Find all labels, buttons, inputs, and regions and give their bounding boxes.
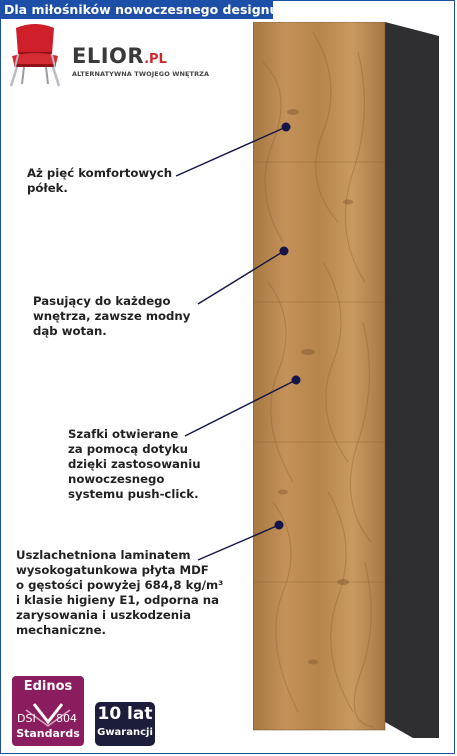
callout-line: mechaniczne. <box>16 623 106 637</box>
cabinet-drawing <box>253 22 439 738</box>
warranty-label: Gwarancji <box>97 727 153 738</box>
chair-icon <box>6 22 64 88</box>
brand-text: ELIOR <box>72 44 145 68</box>
callout-mdf <box>16 548 223 638</box>
edinos-title: Edinos <box>23 679 73 694</box>
edinos-dsi: DSI <box>17 712 36 725</box>
callout-oak <box>33 294 190 339</box>
edinos-number: 804 <box>56 712 77 725</box>
callout-line: systemu push-click. <box>68 487 199 501</box>
warranty-years: 10 lat <box>97 704 153 724</box>
callout-line: Aż pięć komfortowych <box>27 166 173 180</box>
elior-logo[interactable] <box>6 22 210 88</box>
top-banner: Dla miłośników nowoczesnego designu! <box>0 0 273 19</box>
callout-line: Pasujący do każdego <box>33 294 171 308</box>
cabinet-image <box>253 22 439 738</box>
warranty-badge <box>95 702 155 746</box>
edinos-standards: Standards <box>16 727 80 740</box>
callout-line: o gęstości powyżej 684,8 kg/m³ <box>16 578 224 592</box>
callout-line: Szafki otwierane <box>68 427 179 441</box>
callout-line: za pomocą dotyku <box>68 442 188 456</box>
callout-line: Uszlachetniona laminatem <box>16 548 191 562</box>
callout-line: wysokogatunkowa płyta MDF <box>16 563 209 577</box>
callout-push-click <box>68 427 201 502</box>
callout-line: i klasie higieny E1, odporna na <box>16 593 219 607</box>
brand-domain: .PL <box>144 52 167 67</box>
edinos-mark <box>12 696 84 728</box>
edinos-badge <box>12 676 84 746</box>
callout-line: wnętrza, zawsze modny <box>33 309 191 323</box>
callout-shelves <box>27 166 172 196</box>
callout-line: dzięki zastosowaniu <box>68 457 201 471</box>
callout-line: nowoczesnego <box>68 472 165 486</box>
brand-name <box>72 44 167 68</box>
brand-tagline: ALTERNATYWNA TWOJEGO WNĘTRZA <box>72 70 210 78</box>
callout-line: półek. <box>27 181 68 195</box>
callout-line: zarysowania i uszkodzenia <box>16 608 191 622</box>
callout-line: dąb wotan. <box>33 324 107 338</box>
